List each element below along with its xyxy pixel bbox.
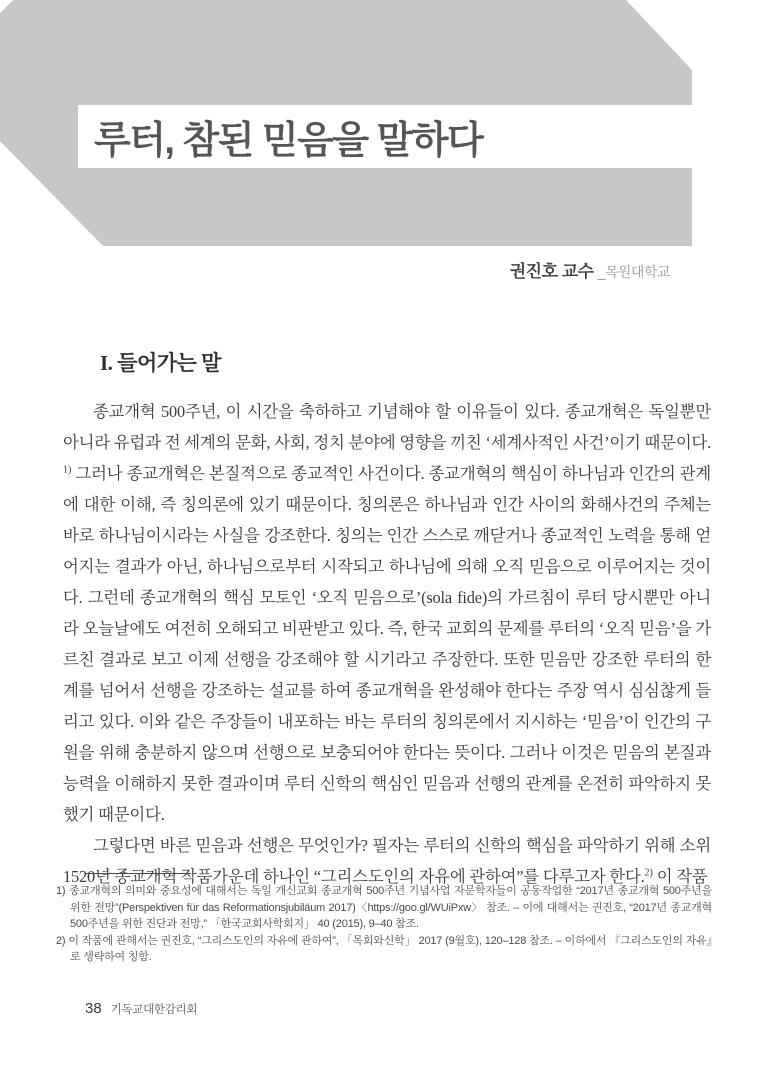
page-footer: [85, 1000, 197, 1017]
author-name: 권진호 교수: [509, 262, 594, 281]
body-paragraphs: [63, 396, 711, 892]
page-number: 38: [85, 1000, 102, 1017]
footnote-item: 2) 이 작품에 관해서는 권진호, “그리스도인의 자유에 관하여”, 「목회와신학」 2017 (9월호), 120–128 참조. – 이하에서 『그리스도인의 자유』로 생략하여 칭함.: [56, 934, 712, 963]
author-line: [510, 257, 670, 282]
body-paragraph: 그렇다면 바른 믿음과 선행은 무엇인가? 필자는 루터의 신학의 핵심을 파악하기 위해 소위 1520년 종교개혁 작품가운데 하나인 “그리스도인의 자유에 관하여”를 다루고자 한다.$^{2)}$ 이 작품: [63, 836, 711, 886]
footnote-ref: 1): [63, 464, 72, 476]
footnotes: [56, 883, 712, 966]
footnote-ref: 2): [644, 867, 653, 879]
body-paragraph: 종교개혁 500주년, 이 시간을 축하하고 기념해야 할 이유들이 있다. 종교개혁은 독일뿐만 아니라 유럽과 전 세계의 문화, 사회, 정치 분야에 영향을 끼친 ‘세계사적인 사건’이기 때문이다.$^{1)}$ 그러나 종교개혁은 본질적으로 종교적인 사건이다. 종교개혁의 핵심이 하나님과 인간의 관계에 대한 이해, 즉 칭의론에 있기 때문이다. 칭의론은 하나님과 인간 사이의 화해사건의 주체는 바로 하나님이시라는 사실을 강조한다. 칭의는 인간 스스로 깨닫거나 종교적인 노력을 통해 얻어지는 결과가 아닌, 하나님으로부터 시작되고 하나님에 의해 오직 믿음으로 이루어지는 것이다. 그런데 종교개혁의 핵심 모토인 ‘오직 믿음으로’(sola fide)의 가르침이 루터 당시뿐만 아니라 오늘날에도 여전히 오해되고 비판받고 있다. 즉, 한국 교회의 문제를 루터의 ‘오직 믿음’을 가르친 결과로 보고 이제 선행을 강조해야 할 시기라고 주장한다. 또한 믿음만 강조한 루터의 한계를 넘어서 선행을 강조하는 설교를 하여 종교개혁을 완성해야 한다는 주장 역시 심심찮게 들리고 있다. 이와 같은 주장들이 내포하는 바는 루터의 칭의론에서 지시하는 ‘믿음’이 인간의 구원을 위해 충분하지 않으며 선행으로 보충되어야 한다는 뜻이다. 그러나 이것은 믿음의 본질과 능력을 이해하지 못한 결과이며 루터 신학의 핵심인 믿음과 선행의 관계를 온전히 파악하지 못했기 때문이다.: [63, 402, 711, 824]
footnote-item: 1) 종교개혁의 의미와 중요성에 대해서는 독일 개신교회 종교개혁 500주년 기념사업 자문학자들이 공동작업한 “2017년 종교개혁 500주년을 위한 전망”(Perspektiven für das Reformationsjubiläum 2017)〈https://goo.gl/WUiPxw〉 참조. – 이에 대해서는 권진호, “2017년 종교개혁 500주년을 위한 진단과 전망,” 「한국교회사학회지」 40 (2015), 9–40 참조.: [56, 885, 712, 930]
author-affiliation: _목원대학교: [597, 264, 670, 280]
footnote-divider: [85, 873, 191, 874]
title-band: [78, 105, 773, 168]
section-heading: I. 들어가는 말: [100, 351, 221, 375]
publication-name: 기독교대한감리회: [110, 1004, 198, 1016]
document-title: 루터, 참된 믿음을 말하다: [94, 120, 483, 162]
